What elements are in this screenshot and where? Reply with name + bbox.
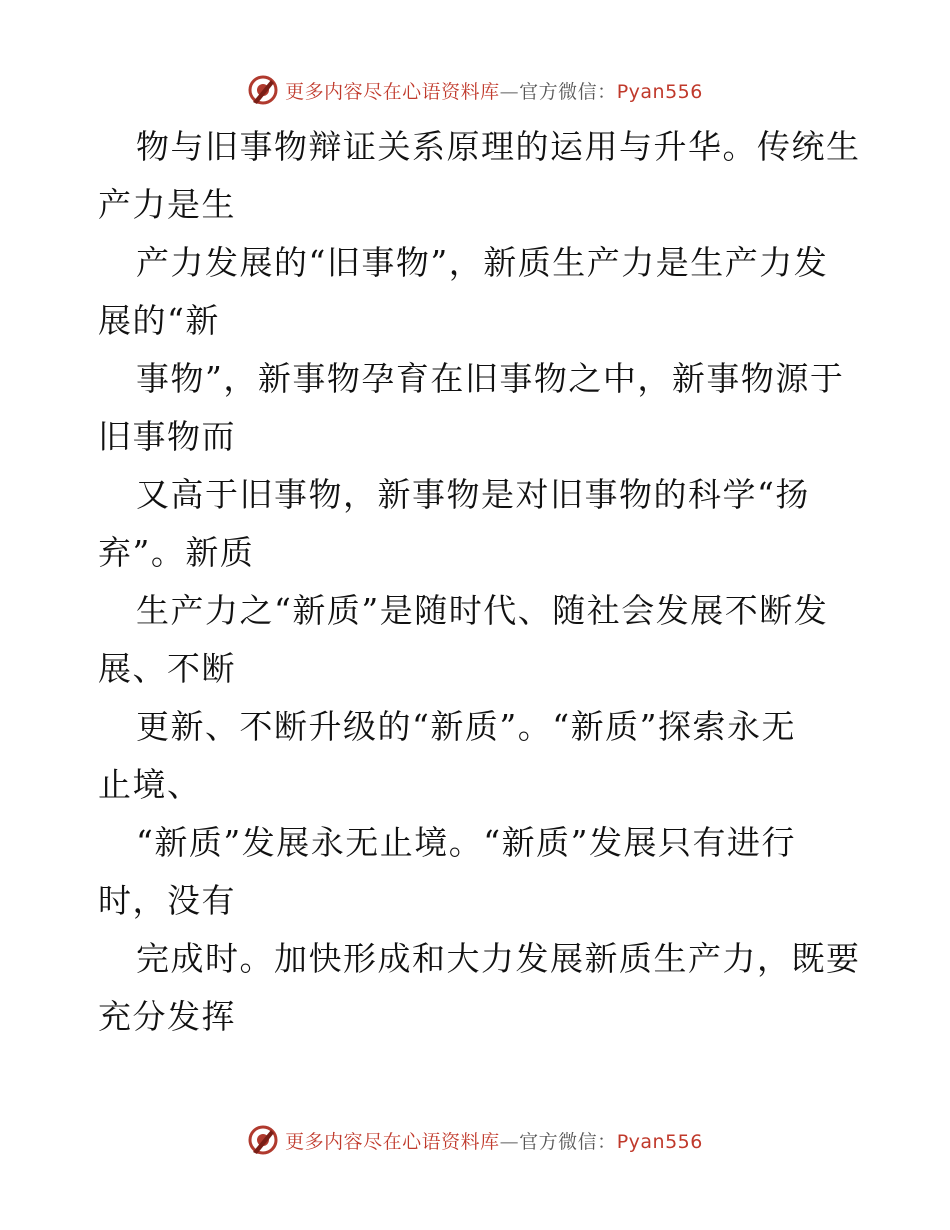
paragraph-line: “新质”发展永无止境。“新质”发展只有进行 xyxy=(136,823,796,862)
banner-title: 更多内容尽在心语资料库 xyxy=(285,80,500,103)
paragraph-line: 又高于旧事物，新事物是对旧事物的科学“扬 xyxy=(136,475,810,514)
banner-wechat-id: Pyan556 xyxy=(616,1130,703,1153)
paragraph-line: 更新、不断升级的“新质”。“新质”探索永无 xyxy=(136,707,796,746)
paragraph-line: 生产力之“新质”是随时代、随社会发展不断发 xyxy=(136,591,829,630)
paragraph-line: 产力发展的“旧事物”，新质生产力是生产力发 xyxy=(136,243,829,282)
paragraph-line: 展的“新 xyxy=(98,301,220,340)
header-banner xyxy=(0,70,950,110)
paragraph-line: 产力是生 xyxy=(98,185,236,224)
paragraph-line: 止境、 xyxy=(98,765,202,804)
footer-banner xyxy=(0,1120,950,1160)
brand-logo-icon xyxy=(247,1124,279,1156)
footer-banner-text xyxy=(285,1127,703,1154)
banner-wechat-label: 官方微信： xyxy=(519,1130,617,1153)
paragraph-line: 充分发挥 xyxy=(98,997,236,1036)
banner-wechat-label: 官方微信： xyxy=(519,80,617,103)
header-banner-content xyxy=(247,74,703,106)
paragraph-line: 旧事物而 xyxy=(98,417,236,456)
paragraph-line: 物与旧事物辩证关系原理的运用与升华。传统生 xyxy=(136,127,861,166)
banner-dash: — xyxy=(499,80,520,103)
paragraph-line: 展、不断 xyxy=(98,649,236,688)
paragraph-line: 完成时。加快形成和大力发展新质生产力，既要 xyxy=(136,939,861,978)
banner-dash: — xyxy=(499,1130,520,1153)
brand-logo-icon xyxy=(247,74,279,106)
paragraph-line: 弃”。新质 xyxy=(98,533,255,572)
banner-wechat-id: Pyan556 xyxy=(616,80,703,103)
banner-title: 更多内容尽在心语资料库 xyxy=(285,1130,500,1153)
paragraph-line: 事物”，新事物孕育在旧事物之中，新事物源于 xyxy=(136,359,845,398)
document-body xyxy=(98,118,861,1046)
footer-banner-content xyxy=(247,1124,703,1156)
header-banner-text xyxy=(285,77,703,104)
paragraph-line: 时，没有 xyxy=(98,881,236,920)
